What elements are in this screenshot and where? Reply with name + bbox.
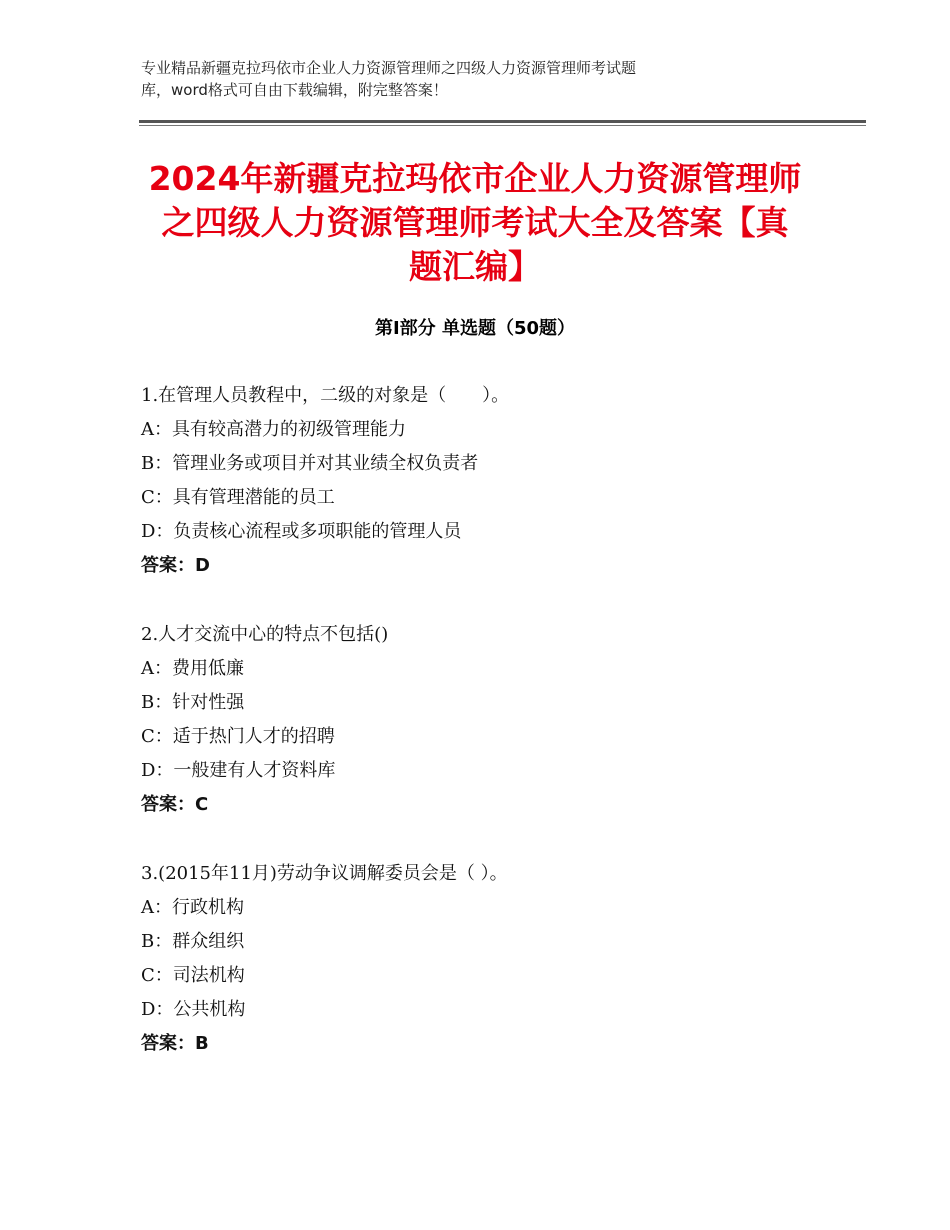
option-d: D：公共机构 <box>141 999 246 1020</box>
answer-label: 答案：B <box>141 1033 209 1054</box>
option-c: C：具有管理潜能的员工 <box>141 487 335 508</box>
answer-label: 答案：C <box>141 794 209 815</box>
header-note <box>141 57 781 101</box>
question-3 <box>141 857 841 1061</box>
option-b: B：管理业务或项目并对其业绩全权负责者 <box>141 453 479 474</box>
document-title-line-3: 题汇编】 <box>409 247 541 286</box>
header-note-line-2: 库，word格式可自由下载编辑，附完整答案！ <box>141 81 448 99</box>
header-divider-thin <box>139 125 866 126</box>
header-note-line-1: 专业精品新疆克拉玛依市企业人力资源管理师之四级人力资源管理师考试题 <box>141 59 637 77</box>
option-a: A：费用低廉 <box>141 658 244 679</box>
question-stem: 2.人才交流中心的特点不包括() <box>141 624 389 645</box>
question-2 <box>141 618 841 822</box>
option-d: D：负责核心流程或多项职能的管理人员 <box>141 521 462 542</box>
option-b: B：针对性强 <box>141 692 245 713</box>
option-c: C：司法机构 <box>141 965 245 986</box>
question-stem: 3.(2015年11月)劳动争议调解委员会是（ ）。 <box>141 863 508 884</box>
section-heading: 第Ⅰ部分 单选题（50题） <box>374 318 575 339</box>
document-title-line-2: 之四级人力资源管理师考试大全及答案【真 <box>161 203 789 242</box>
header-divider-thick <box>139 120 866 123</box>
option-a: A：行政机构 <box>141 897 244 918</box>
question-1 <box>141 379 841 583</box>
document-title-line-1: 2024年新疆克拉玛依市企业人力资源管理师 <box>148 159 802 198</box>
option-c: C：适于热门人才的招聘 <box>141 726 335 747</box>
option-d: D：一般建有人才资料库 <box>141 760 336 781</box>
option-a: A：具有较高潜力的初级管理能力 <box>141 419 406 440</box>
document-title <box>139 157 811 289</box>
question-stem: 1.在管理人员教程中，二级的对象是（ ）。 <box>141 385 510 406</box>
answer-label: 答案：D <box>141 555 210 576</box>
option-b: B：群众组织 <box>141 931 245 952</box>
